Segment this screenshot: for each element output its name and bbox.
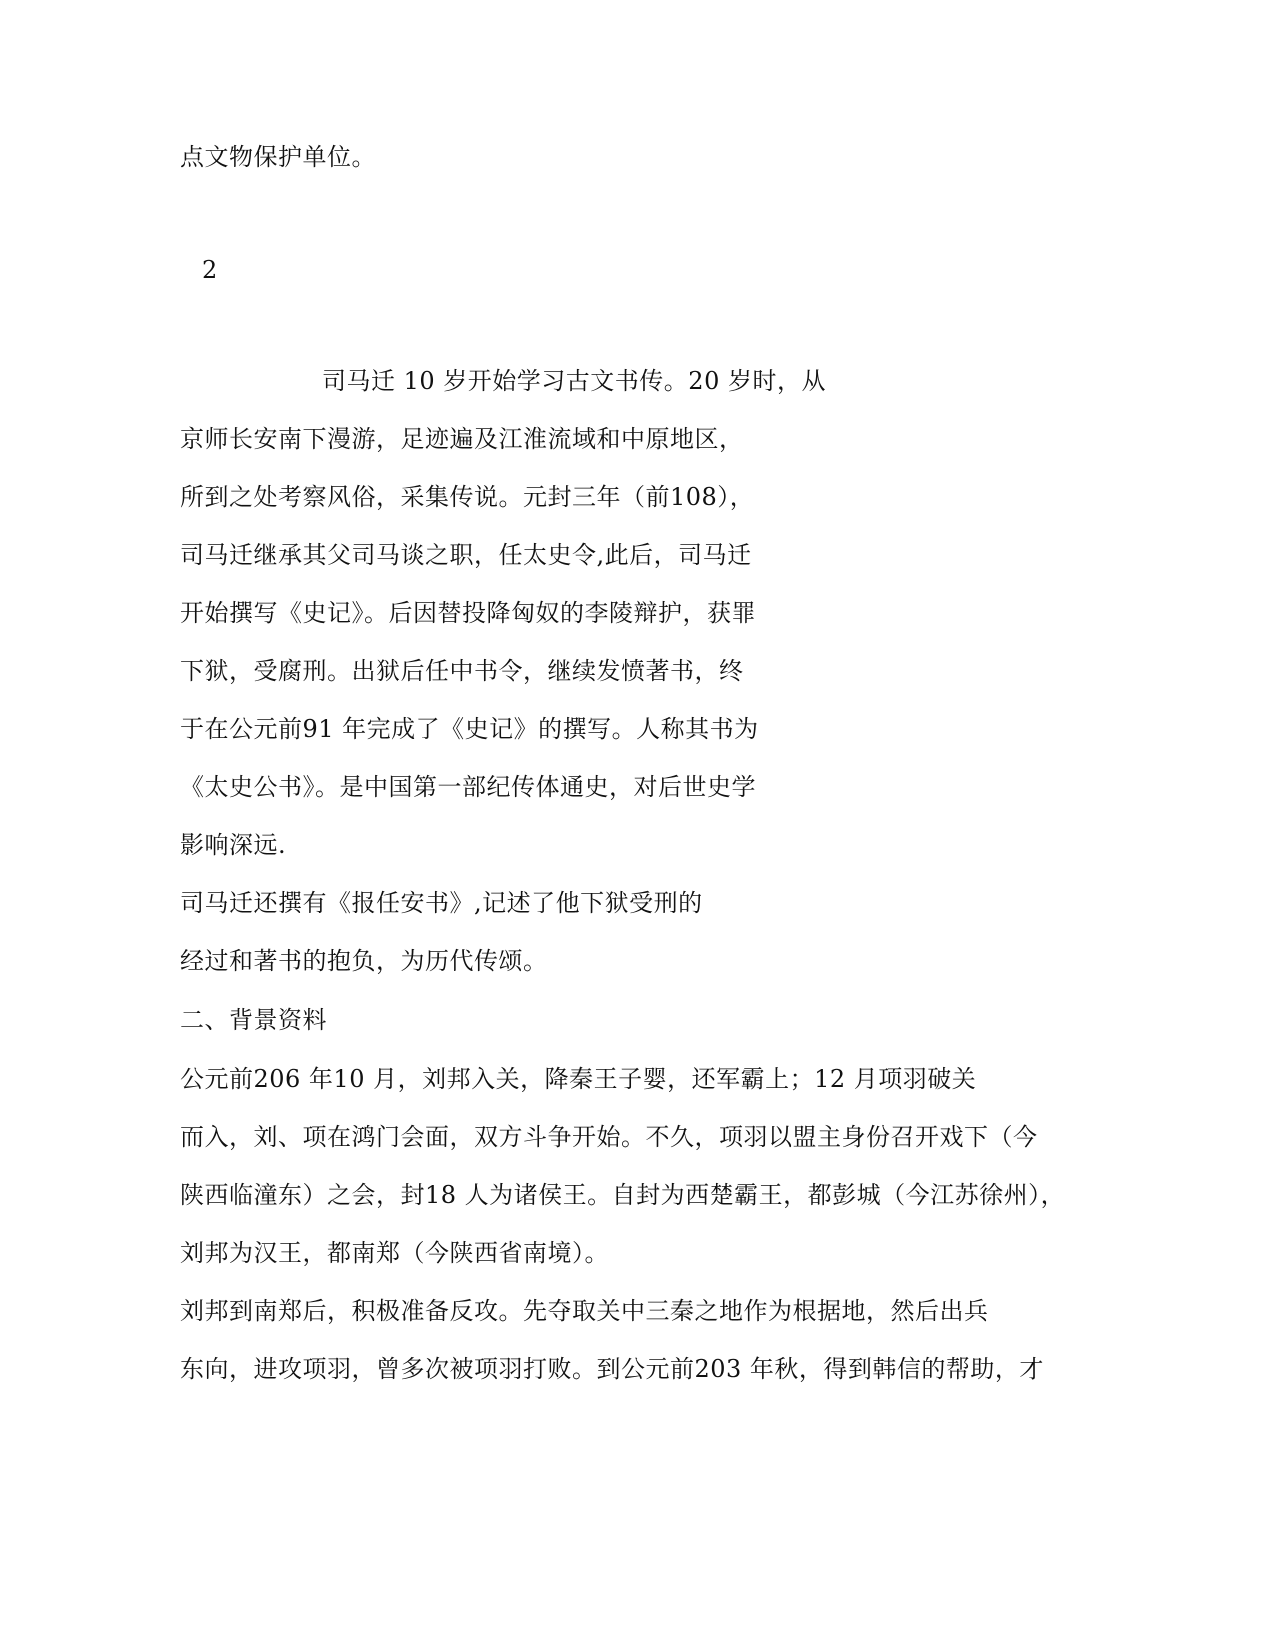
text-line: 东向，进攻项羽，曾多次被项羽打败。到公元前203 年秋，得到韩信的帮助，才 bbox=[180, 1355, 1044, 1383]
page-number: 2 bbox=[202, 256, 218, 284]
text-line: 陕西临潼东）之会，封18 人为诸侯王。自封为西楚霸王，都彭城（今江苏徐州）， bbox=[180, 1181, 1066, 1209]
text-line: 所到之处考察风俗，采集传说。元封三年（前108）， bbox=[180, 483, 755, 511]
text-line: 刘邦为汉王，都南郑（今陕西省南境）。 bbox=[180, 1239, 609, 1267]
text-line: 影响深远. bbox=[180, 831, 287, 859]
section-heading: 二、背景资料 bbox=[180, 1006, 327, 1034]
text-line: 于在公元前91 年完成了《史记》的撰写。人称其书为 bbox=[180, 715, 759, 743]
text-line: 《太史公书》。是中国第一部纪传体通史，对后世史学 bbox=[180, 773, 756, 801]
text-line: 而入，刘、项在鸿门会面，双方斗争开始。不久，项羽以盟主身份召开戏下（今 bbox=[180, 1123, 1038, 1151]
text-line: 经过和著书的抱负，为历代传颂。 bbox=[180, 947, 548, 975]
text-line: 刘邦到南郑后，积极准备反攻。先夺取关中三秦之地作为根据地，然后出兵 bbox=[180, 1297, 989, 1325]
text-line: 公元前206 年10 月，刘邦入关，降秦王子婴，还军霸上；12 月项羽破关 bbox=[180, 1065, 977, 1093]
text-line: 下狱，受腐刑。出狱后任中书令，继续发愤著书，终 bbox=[180, 657, 744, 685]
text-line: 点文物保护单位。 bbox=[180, 143, 376, 171]
text-line: 京师长安南下漫游，足迹遍及江淮流域和中原地区， bbox=[180, 425, 744, 453]
text-line: 司马迁 10 岁开始学习古文书传。20 岁时，从 bbox=[322, 367, 826, 395]
text-line: 开始撰写《史记》。后因替投降匈奴的李陵辩护，获罪 bbox=[180, 599, 756, 627]
text-line: 司马迁还撰有《报任安书》,记述了他下狱受刑的 bbox=[180, 889, 703, 917]
text-line: 司马迁继承其父司马谈之职，任太史令,此后，司马迁 bbox=[180, 541, 752, 569]
